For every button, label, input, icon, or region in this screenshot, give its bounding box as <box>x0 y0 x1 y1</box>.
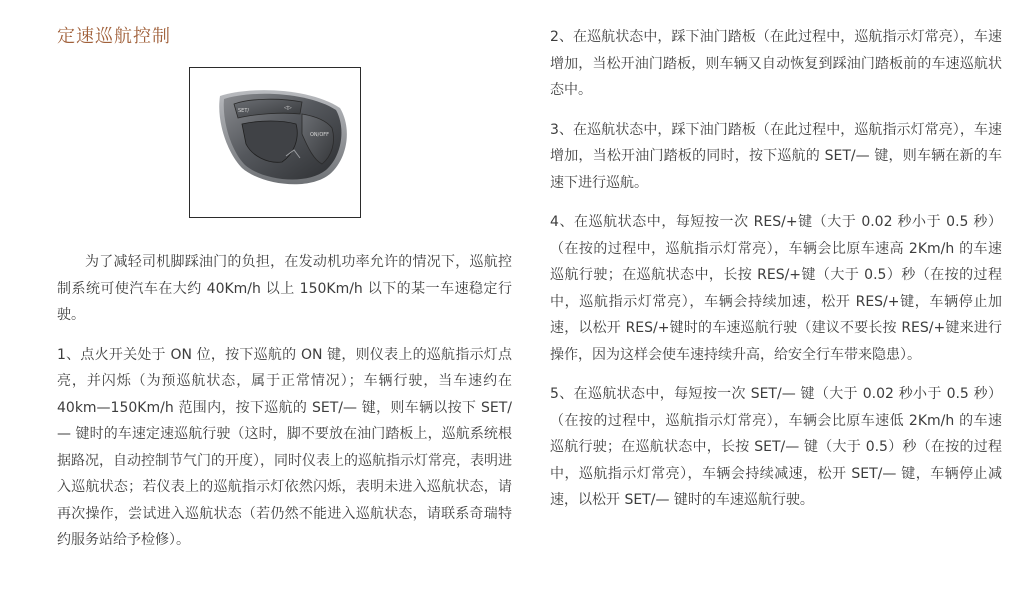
step-1-paragraph: 1、点火开关处于 ON 位，按下巡航的 ON 键，则仪表上的巡航指示灯点亮，并闪烁（为预巡航状态，属于正常情况）；车辆行驶，当车速约在 40km—150Km/h 范围内，按下巡航的 SET/— 键，则车辆以按下 SET/— 键时的车速定速巡航行驶（这时，脚不要放在油门踏板上，巡航系统根据路况，自动控制节气门的开度），同时仪表上的巡航指示灯常亮，表明进入巡航状态；若仪表上的巡航指示灯依然闪烁，表明未进入巡航状态，请再次操作，尝试进入巡航状态（若仍然不能进入巡航状态，请联系奇瑞特约服务站给予检修）。 <box>57 346 512 548</box>
intro-paragraph: 为了减轻司机脚踩油门的负担，在发动机功率允许的情况下，巡航控制系统可使汽车在大约 40Km/h 以上 150Km/h 以下的某一车速稳定行驶。 <box>57 254 512 323</box>
steering-wheel-buttons-icon <box>190 68 359 216</box>
svg-text:◁▷: ◁▷ <box>284 105 292 111</box>
svg-text:SET/: SET/ <box>238 108 250 114</box>
step-2-paragraph: 2、在巡航状态中，踩下油门踏板（在此过程中，巡航指示灯常亮），车速增加，当松开油门踏板，则车辆又自动恢复到踩油门踏板前的车速巡航状态中。 <box>550 29 1002 98</box>
left-column <box>57 249 512 554</box>
right-column <box>550 24 1002 527</box>
step-5-paragraph: 5、在巡航状态中，每短按一次 SET/— 键（大于 0.02 秒小于 0.5 秒）（在按的过程中，巡航指示灯常亮），车辆会比原车速低 2Km/h 的车速巡航行驶；在巡航状态中，长按 SET/— 键（大于 0.5）秒（在按的过程中，巡航指示灯常亮），车辆会持续减速，松开 SET/— 键，车辆停止减速，以松开 SET/— 键时的车速巡航行驶。 <box>550 386 1002 508</box>
section-title: 定速巡航控制 <box>57 26 171 47</box>
cruise-control-figure <box>189 67 361 218</box>
step-3-paragraph: 3、在巡航状态中，踩下油门踏板（在此过程中，巡航指示灯常亮），车速增加，当松开油门踏板的同时，按下巡航的 SET/— 键，则车辆在新的车速下进行巡航。 <box>550 121 1002 191</box>
svg-text:ON/OFF: ON/OFF <box>310 132 330 138</box>
step-4-paragraph: 4、在巡航状态中，每短按一次 RES/+键（大于 0.02 秒小于 0.5 秒）（在按的过程中，巡航指示灯常亮），车辆会比原车速高 2Km/h 的车速巡航行驶；在巡航状态中，长按 RES/+键（大于 0.5）秒（在按的过程中，巡航指示灯常亮），车辆会持续加速，松开 RES/+键，车辆停止加速，以松开 RES/+键时的车速巡航行驶（建议不要长按 RES/+键来进行操作，因为这样会使车速持续升高，给安全行车带来隐患）。 <box>550 214 1002 363</box>
